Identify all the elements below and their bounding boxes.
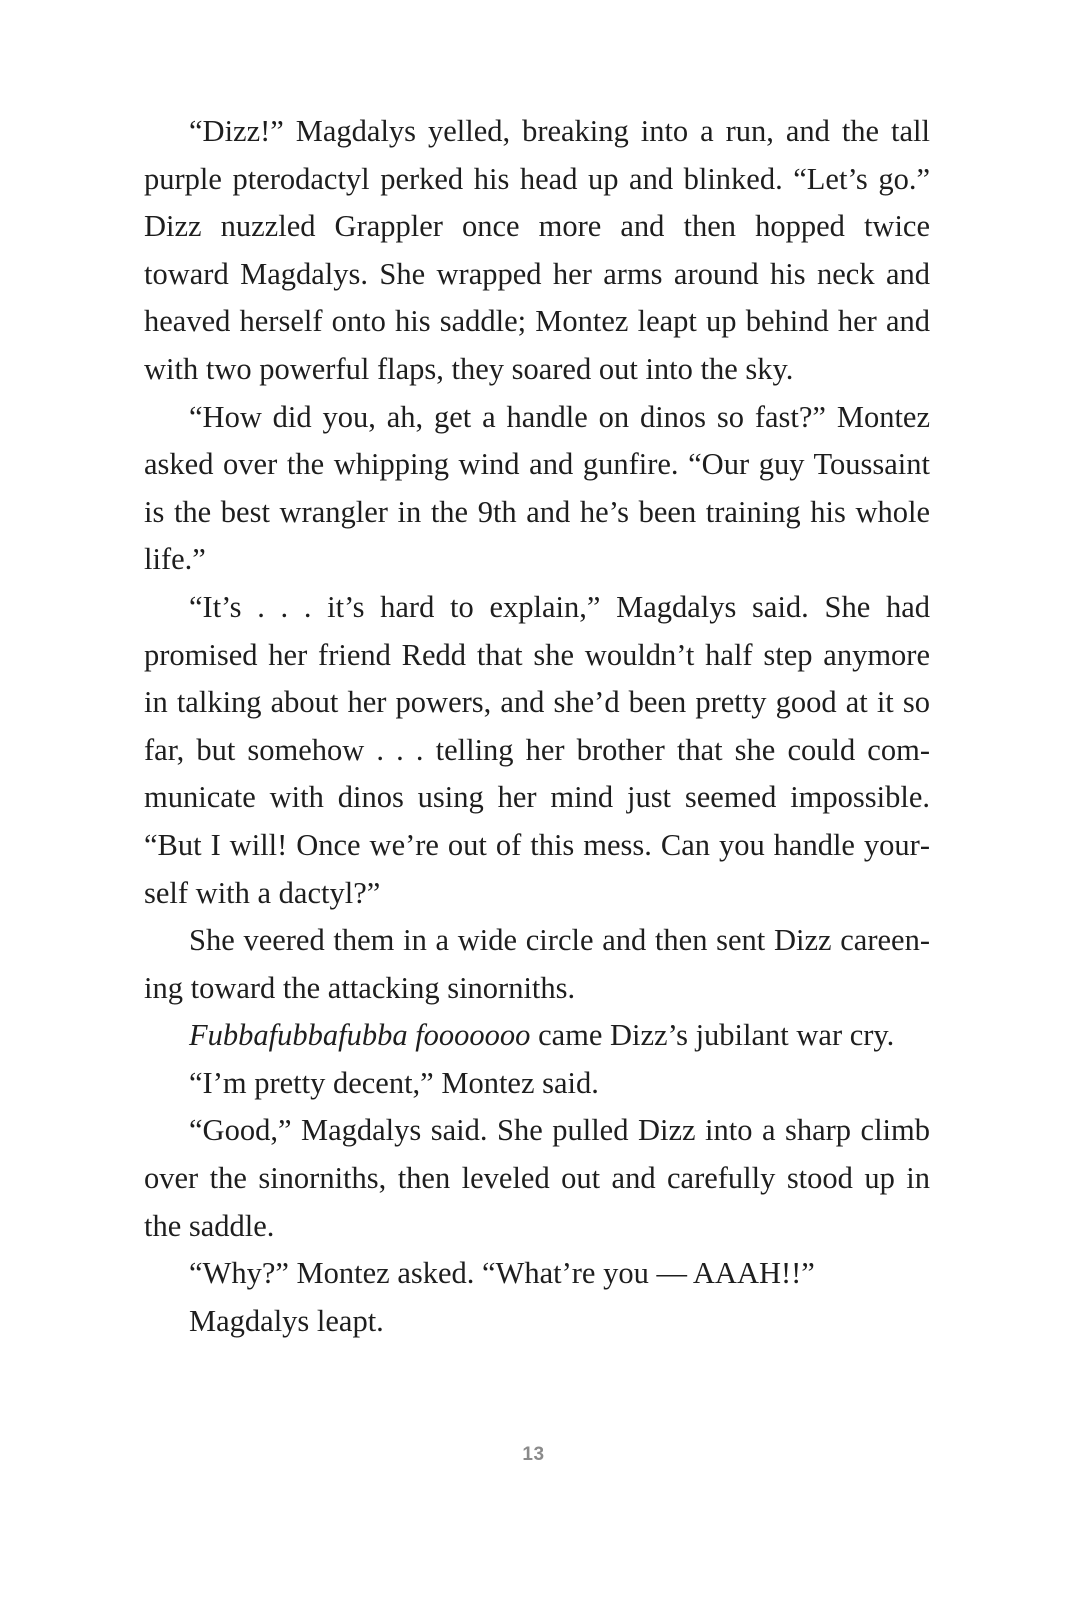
war-cry-rest: came Dizz’s jubilant war cry. xyxy=(530,1018,895,1053)
paragraph: “It’s . . . it’s hard to explain,” Magdalys said. She had promised her friend Redd that she wouldn’t half step anymore in talking about her powers, and she’d been pretty good at it so far, but somehow . . . telling her brother that she could communicate with dinos using her mind just seemed impossible. “But I will! Once we’re out of this mess. Can you handle yourself with a dactyl?” xyxy=(144,589,930,910)
page-number: 13 xyxy=(522,1444,545,1465)
paragraph: “I’m pretty decent,” Montez said. xyxy=(189,1065,599,1100)
paragraph: She veered them in a wide circle and then sent Dizz careening toward the attacking sinorniths. xyxy=(144,923,930,1005)
paragraph: “How did you, ah, get a handle on dinos so fast?” Montez asked over the whipping wind and gunfire. “Our guy Toussaint is the best wrangler in the 9th and he’s been training his whole life.” xyxy=(144,399,930,577)
paragraph: Magdalys leapt. xyxy=(189,1303,384,1338)
paragraph-war-cry xyxy=(144,1012,930,1060)
paragraph: “Why?” Montez asked. “What’re you — AAAH!!” xyxy=(189,1256,815,1291)
body-text xyxy=(144,108,930,1345)
paragraph: “Dizz!” Magdalys yelled, breaking into a run, and the tall purple pterodactyl perked his head up and blinked. “Let’s go.” Dizz nuzzled Grappler once more and then hopped twice toward Magdalys. She wrapped her arms around his neck and heaved herself onto his saddle; Montez leapt up behind her and with two powerful flaps, they soared out into the sky. xyxy=(144,114,930,386)
war-cry-italic: Fubbafubbafubba fooooooo xyxy=(189,1018,531,1053)
paragraph: “Good,” Magdalys said. She pulled Dizz into a sharp climb over the sinorniths, then leveled out and carefully stood up in the saddle. xyxy=(144,1113,930,1243)
